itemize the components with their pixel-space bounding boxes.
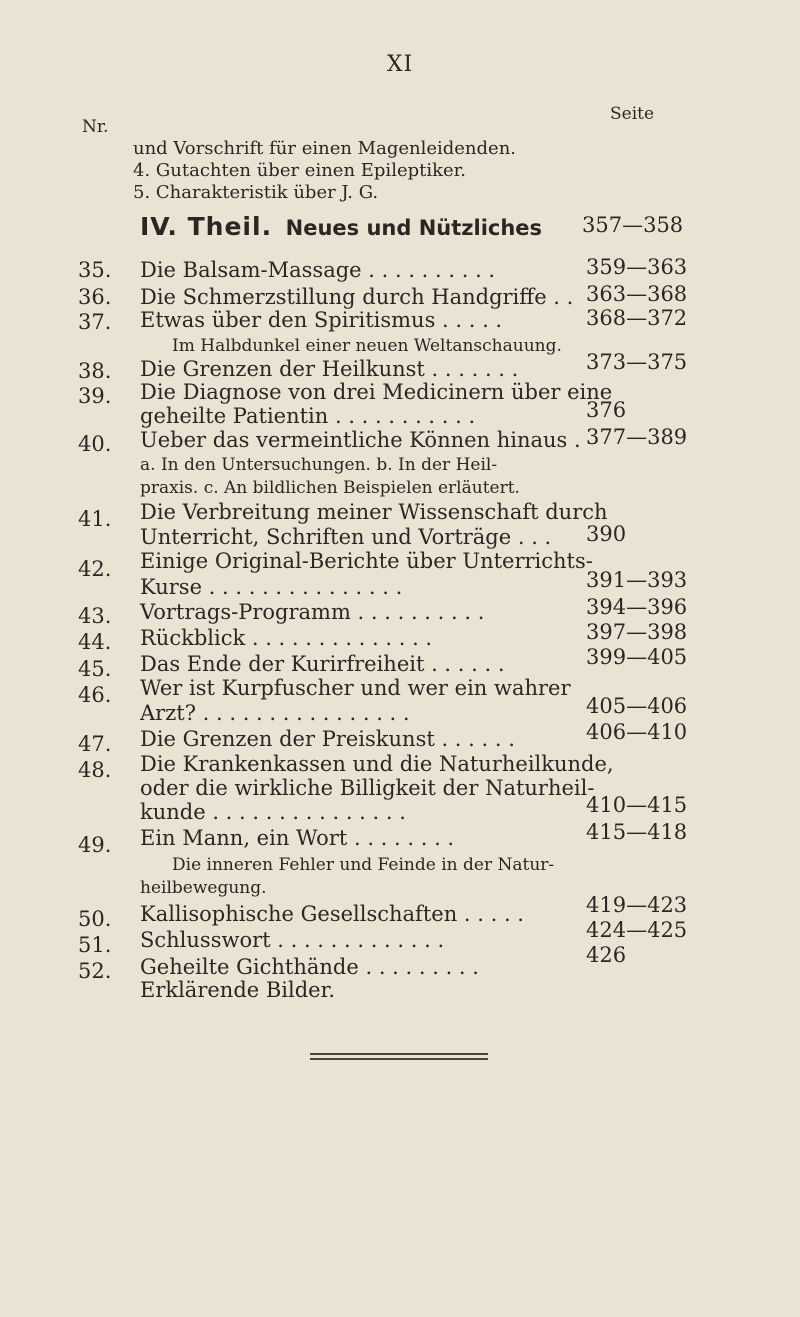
entry-title: Einige Original-Berichte über Unterrichts- [140,549,593,573]
entry-pages: 359—363 [586,255,688,279]
intro-line: 4. Gutachten über einen Epileptiker. [133,160,467,181]
entry-pages: 391—393 [586,568,688,592]
entry-number: 47. [78,732,112,756]
entry-pages: 376 [586,398,627,422]
part-heading [140,212,542,241]
entry-title: Arzt? . . . . . . . . . . . . . . . . [140,701,410,725]
entry-pages: 424—425 [586,918,688,942]
entry-title: Die Grenzen der Preiskunst . . . . . . [140,727,515,751]
seite-column-label: Seite [610,104,655,124]
part-roman: IV. Theil. [140,212,273,241]
entry-pages: 368—372 [586,306,688,330]
entry-pages: 377—389 [586,425,688,449]
entry-number: 39. [78,384,112,408]
entry-number: 35. [78,258,112,282]
entry-pages: 426 [586,943,627,967]
intro-line: 5. Charakteristik über J. G. [133,182,379,203]
entry-number: 36. [78,285,112,309]
entry-pages: 373—375 [586,350,688,374]
entry-number: 45. [78,657,112,681]
closing-rule [310,1058,488,1060]
part-pages: 357—358 [582,213,684,237]
entry-title: Vortrags-Programm . . . . . . . . . . [140,600,485,624]
entry-number: 37. [78,310,112,334]
entry-number: 51. [78,933,112,957]
entry-title: Die Grenzen der Heilkunst . . . . . . . [140,357,519,381]
entry-pages: 406—410 [586,720,688,744]
entry-title: Erklärende Bilder. [140,978,336,1002]
entry-number: 42. [78,557,112,581]
entry-number: 38. [78,359,112,383]
entry-title: Die Krankenkassen und die Naturheilkunde, [140,752,614,776]
entry-title: Die Verbreitung meiner Wissenschaft durch [140,500,608,524]
entry-pages: 363—368 [586,282,688,306]
closing-rule [310,1053,488,1055]
entry-title: Kallisophische Gesellschaften . . . . . [140,902,524,926]
entry-pages: 415—418 [586,820,688,844]
entry-title: geheilte Patientin . . . . . . . . . . . [140,404,476,428]
entry-number: 43. [78,604,112,628]
entry-pages: 405—406 [586,694,688,718]
entry-title: Die Diagnose von drei Medicinern über eine [140,380,613,404]
toc-subline: a. In den Untersuchungen. b. In der Heil- [140,455,498,475]
entry-title: Schlusswort . . . . . . . . . . . . . [140,928,445,952]
entry-title: Ein Mann, ein Wort . . . . . . . . [140,826,455,850]
entry-number: 41. [78,507,112,531]
entry-title: Etwas über den Spiritismus . . . . . [140,308,503,332]
entry-title: Geheilte Gichthände . . . . . . . . . [140,955,479,979]
entry-title: Unterricht, Schriften und Vorträge . . . [140,525,552,549]
part-title: Neues und Nützliches [285,216,543,240]
toc-subline: Im Halbdunkel einer neuen Weltanschauung. [172,336,562,356]
page-number: XI [386,52,414,77]
entry-number: 48. [78,758,112,782]
entry-title: Ueber das vermeintliche Können hinaus . [140,428,581,452]
entry-number: 52. [78,959,112,983]
toc-subline: Die inneren Fehler und Feinde in der Natur- [172,855,555,875]
entry-pages: 390 [586,522,627,546]
nr-column-label: Nr. [82,117,109,137]
intro-line: und Vorschrift für einen Magenleidenden. [133,138,517,159]
entry-title: Das Ende der Kurirfreiheit . . . . . . [140,652,505,676]
entry-number: 40. [78,432,112,456]
entry-number: 46. [78,683,112,707]
entry-title: Wer ist Kurpfuscher und wer ein wahrer [140,676,571,700]
toc-subline: heilbewegung. [140,878,267,898]
entry-title: Die Schmerzstillung durch Handgriffe . . [140,285,574,309]
entry-pages: 410—415 [586,793,688,817]
entry-number: 44. [78,630,112,654]
entry-pages: 394—396 [586,595,688,619]
entry-title: Die Balsam-Massage . . . . . . . . . . [140,258,496,282]
entry-number: 49. [78,833,112,857]
entry-title: oder die wirkliche Billigkeit der Naturheil- [140,776,595,800]
entry-pages: 397—398 [586,620,688,644]
entry-number: 50. [78,907,112,931]
entry-title: Kurse . . . . . . . . . . . . . . . [140,575,403,599]
entry-pages: 419—423 [586,893,688,917]
toc-subline: praxis. c. An bildlichen Beispielen erläutert. [140,478,520,498]
entry-title: Rückblick . . . . . . . . . . . . . . [140,626,433,650]
entry-title: kunde . . . . . . . . . . . . . . . [140,800,406,824]
entry-pages: 399—405 [586,645,688,669]
